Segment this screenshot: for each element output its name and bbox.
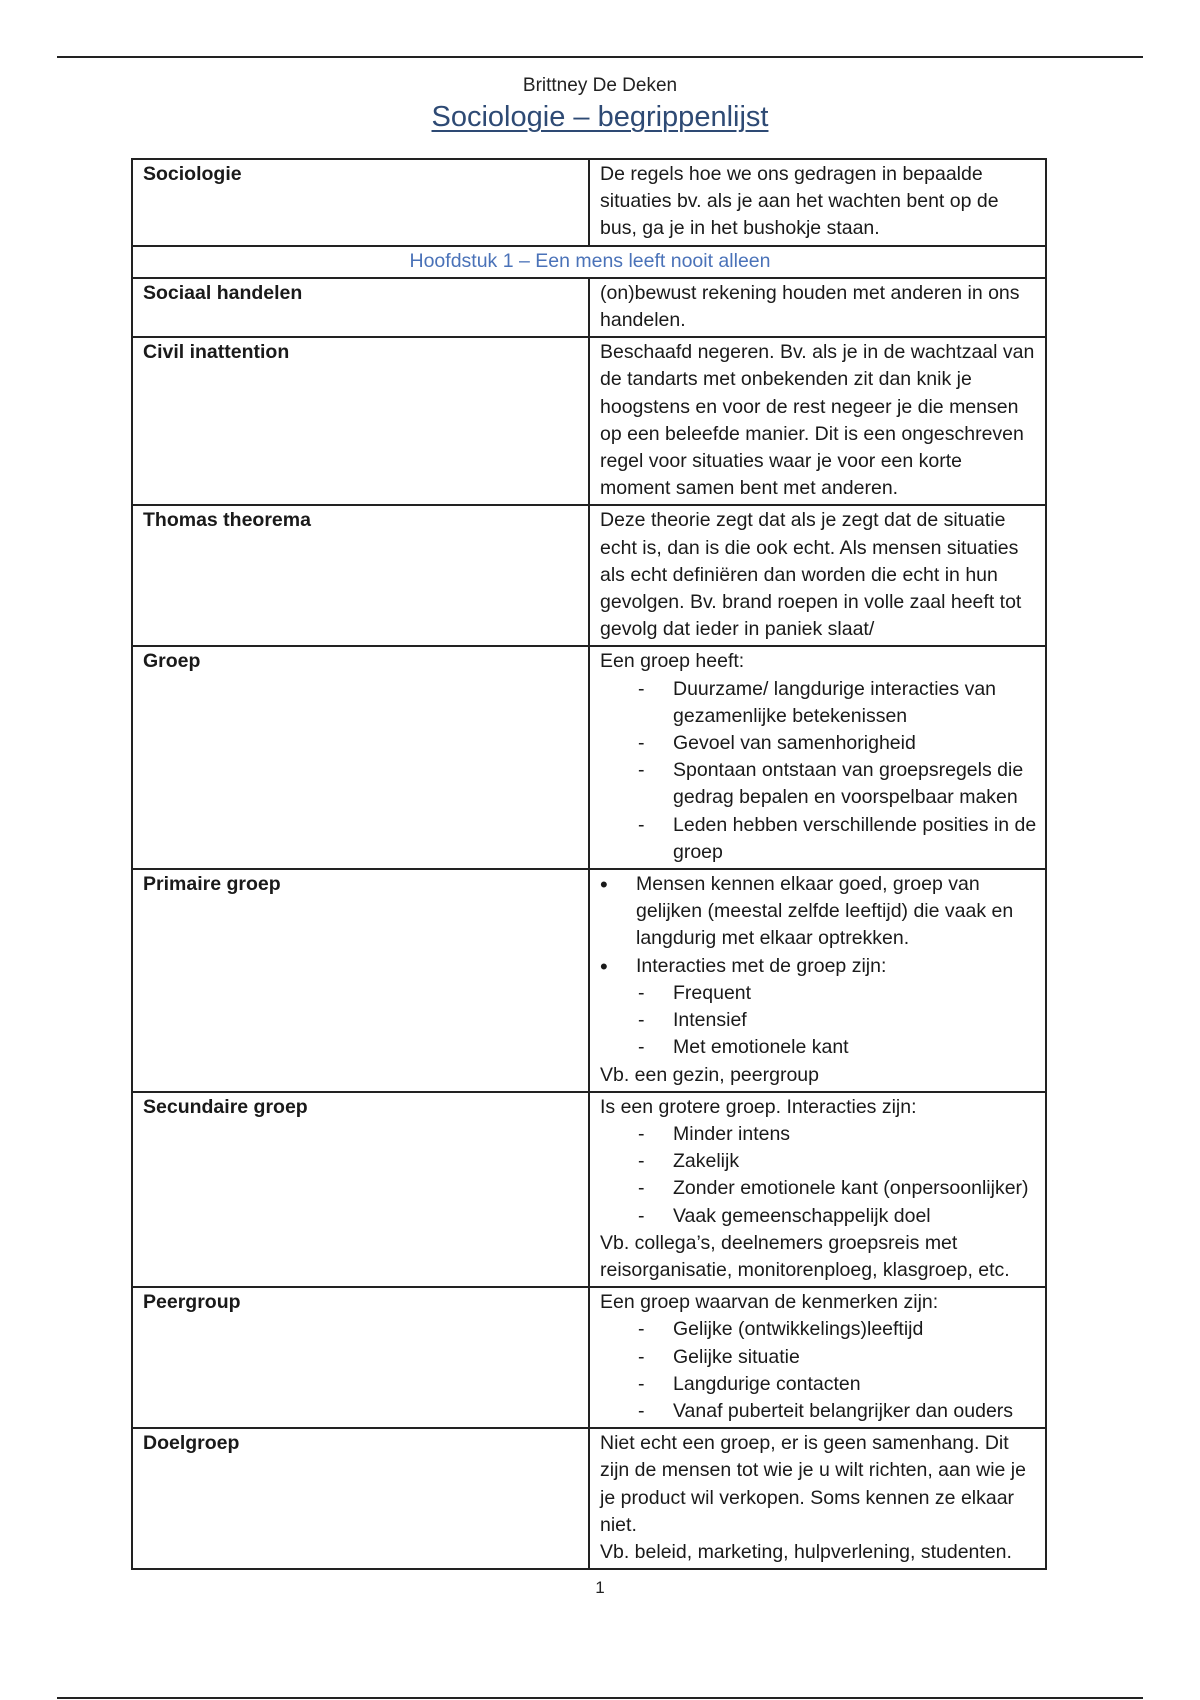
definition-example: Vb. beleid, marketing, hulpverlening, studenten. <box>600 1540 1012 1563</box>
table-row <box>132 1287 1046 1428</box>
author-name: Brittney De Deken <box>522 75 678 96</box>
list-item: - Met emotionele kant <box>600 1034 1037 1061</box>
definition-cell: Beschaafd negeren. Bv. als je in de wachtzaal van de tandarts met onbekenden zit dan knik je hoogstens en voor de rest negeer je die mensen op een beleefde manier. Dit is een ongeschreven regel voor situaties waar je voor een korte moment samen bent met anderen. <box>589 337 1046 505</box>
list-item: - Langdurige contacten <box>600 1371 1037 1398</box>
term-cell: Thomas theorema <box>132 505 589 646</box>
list-item: - Gelijke (ontwikkelings)leeftijd <box>600 1316 1037 1343</box>
definition-list <box>600 676 1037 866</box>
table-row <box>132 646 1046 869</box>
table-row <box>132 159 1046 246</box>
definition-text: Niet echt een groep, er is geen samenhang. Dit zijn de mensen tot wie je u wilt richten, aan wie je je product wil verkopen. Soms kennen ze elkaar niet. <box>600 1432 1026 1536</box>
list-item: - Intensief <box>600 1007 1037 1034</box>
list-item: - Gelijke situatie <box>600 1344 1037 1371</box>
bullet-list <box>600 871 1037 980</box>
definition-example: Vb. collega’s, deelnemers groepsreis met reisorganisatie, monitorenploeg, klasgroep, etc. <box>600 1231 1010 1281</box>
page-number: 1 <box>595 1578 605 1597</box>
table-row <box>132 1092 1046 1287</box>
definition-list <box>600 980 1037 1062</box>
document-title: Sociologie – begrippenlijst <box>431 101 769 133</box>
term-cell: Secundaire groep <box>132 1092 589 1287</box>
definition-cell: Deze theorie zegt dat als je zegt dat de situatie echt is, dan is die ook echt. Als mensen situaties als echt definiëren dan worden die echt in hun gevolgen. Bv. brand roepen in volle zaal heeft tot gevolg dat ieder in paniek slaat/ <box>589 505 1046 646</box>
list-item: - Zakelijk <box>600 1148 1037 1175</box>
definition-list <box>600 1121 1037 1230</box>
list-item: - Frequent <box>600 980 1037 1007</box>
list-item: - Leden hebben verschillende posities in de groep <box>600 812 1037 866</box>
list-item: - Gevoel van samenhorigheid <box>600 730 1037 757</box>
chapter-heading: Hoofdstuk 1 – Een mens leeft nooit alleen <box>132 246 1046 278</box>
term-cell: Sociologie <box>132 159 589 246</box>
bullet-item: • Interacties met de groep zijn: <box>600 953 1037 980</box>
chapter-row <box>132 246 1046 278</box>
definition-cell <box>589 646 1046 869</box>
term-cell: Peergroup <box>132 1287 589 1428</box>
term-cell: Sociaal handelen <box>132 278 589 337</box>
list-item: - Vanaf puberteit belangrijker dan ouders <box>600 1398 1037 1425</box>
table-row <box>132 869 1046 1092</box>
definition-example: Vb. een gezin, peergroup <box>600 1063 819 1086</box>
definition-cell <box>589 1092 1046 1287</box>
definition-cell: De regels hoe we ons gedragen in bepaalde situaties bv. als je aan het wachten bent op de bus, ga je in het bushokje staan. <box>589 159 1046 246</box>
definition-intro: Is een grotere groep. Interacties zijn: <box>600 1095 917 1118</box>
term-cell: Civil inattention <box>132 337 589 505</box>
term-cell: Doelgroep <box>132 1428 589 1569</box>
glossary-table <box>131 158 1047 1570</box>
table-row <box>132 337 1046 505</box>
footer-rule <box>57 1697 1143 1699</box>
definition-intro: Een groep heeft: <box>600 650 745 673</box>
header-rule <box>57 56 1143 58</box>
list-item: - Spontaan ontstaan van groepsregels die gedrag bepalen en voorspelbaar maken <box>600 757 1037 811</box>
list-item: - Minder intens <box>600 1121 1037 1148</box>
definition-cell: (on)bewust rekening houden met anderen in ons handelen. <box>589 278 1046 337</box>
term-cell: Groep <box>132 646 589 869</box>
table-row <box>132 278 1046 337</box>
table-row <box>132 505 1046 646</box>
bullet-item: • Mensen kennen elkaar goed, groep van gelijken (meestal zelfde leeftijd) die vaak en langdurig met elkaar optrekken. <box>600 871 1037 953</box>
definition-cell <box>589 1287 1046 1428</box>
definition-cell <box>589 1428 1046 1569</box>
list-item: - Zonder emotionele kant (onpersoonlijker) <box>600 1175 1037 1202</box>
table-row <box>132 1428 1046 1569</box>
list-item: - Duurzame/ langdurige interacties van gezamenlijke betekenissen <box>600 676 1037 730</box>
list-item: - Vaak gemeenschappelijk doel <box>600 1203 1037 1230</box>
definition-intro: Een groep waarvan de kenmerken zijn: <box>600 1291 939 1314</box>
definition-list <box>600 1316 1037 1425</box>
term-cell: Primaire groep <box>132 869 589 1092</box>
definition-cell <box>589 869 1046 1092</box>
